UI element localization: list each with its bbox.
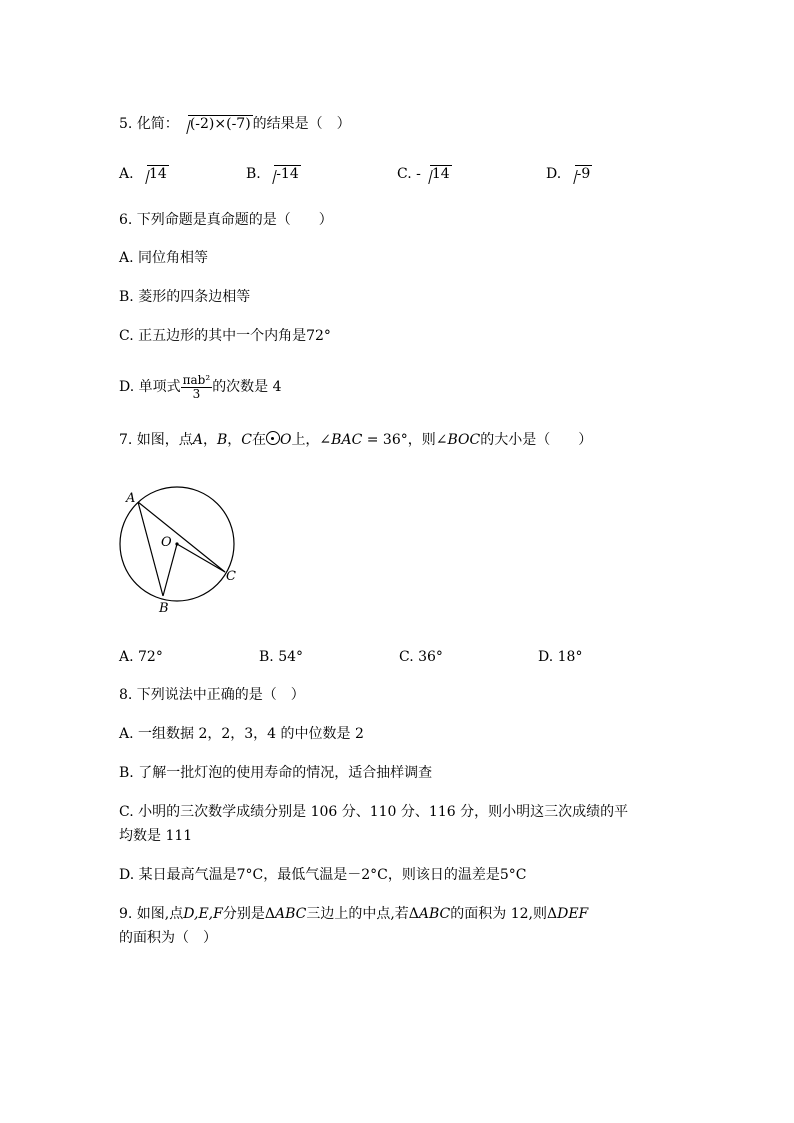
q5-option-b: B. -14	[246, 166, 299, 182]
segment-ob	[163, 544, 177, 596]
question-5	[119, 114, 351, 134]
segment-oc	[177, 544, 225, 572]
q6-option-b: B. 菱形的四条边相等	[119, 289, 251, 305]
center-point	[175, 542, 178, 545]
q5-suffix: 的结果是（ ）	[252, 116, 351, 132]
label-b: B	[159, 601, 169, 616]
segment-ab	[138, 502, 163, 596]
q8-option-c-line1: C. 小明的三次数学成绩分别是 106 分、110 分、116 分，则小明这三次成绩的平	[119, 804, 629, 820]
label-a: A	[126, 491, 136, 506]
q5-option-c: C. - 14	[397, 166, 450, 182]
circle-dot-icon	[266, 431, 280, 445]
q8-option-d: D. 某日最高气温是7°C，最低气温是－2°C，则该日的温差是5°C	[119, 867, 527, 883]
q5-number: 5.	[119, 116, 133, 132]
q6-stem: 6. 下列命题是真命题的是（ ）	[119, 212, 333, 228]
q6-option-c: C. 正五边形的其中一个内角是72°	[119, 328, 331, 344]
q7-circle-figure	[112, 484, 252, 616]
label-o: O	[161, 535, 172, 550]
q7-option-d: D. 18°	[538, 649, 583, 665]
q5-prompt: 化简：	[136, 116, 179, 132]
q5-sqrt-expression: (-2)×(-7)	[179, 114, 253, 134]
q7-option-a: A. 72°	[119, 649, 163, 665]
label-c: C	[226, 569, 236, 584]
q5-option-a: A. 14	[119, 166, 167, 182]
q8-stem: 8. 下列说法中正确的是（ ）	[119, 687, 305, 703]
q7-option-c: C. 36°	[399, 649, 443, 665]
q7-stem: 7. 如图，点A，B，C在 O上，∠BAC = 36°，则∠BOC的大小是（ ）	[119, 432, 593, 448]
q6-fraction: $\frac{\text{πab²}}{3}$	[182, 372, 211, 401]
q7-option-b: B. 54°	[259, 649, 304, 665]
segment-ac	[138, 502, 225, 572]
q8-option-b: B. 了解一批灯泡的使用寿命的情况，适合抽样调查	[119, 765, 433, 781]
q8-option-c-line2: 均数是 111	[119, 828, 193, 844]
q9-stem-line2: 的面积为（ ）	[119, 930, 217, 946]
q6-option-a: A. 同位角相等	[119, 250, 209, 266]
q5-option-d: D. -9	[546, 166, 591, 182]
q9-stem-line1: 9. 如图,点D,E,F分别是ΔABC三边上的中点,若ΔABC的面积为 12,则ΔDEF	[119, 906, 589, 922]
q6-option-d: D. 单项式 $\frac{\text{πab²}}{3}$ 的次数是 4	[119, 372, 282, 401]
q8-option-a: A. 一组数据 2，2，3，4 的中位数是 2	[119, 726, 364, 742]
